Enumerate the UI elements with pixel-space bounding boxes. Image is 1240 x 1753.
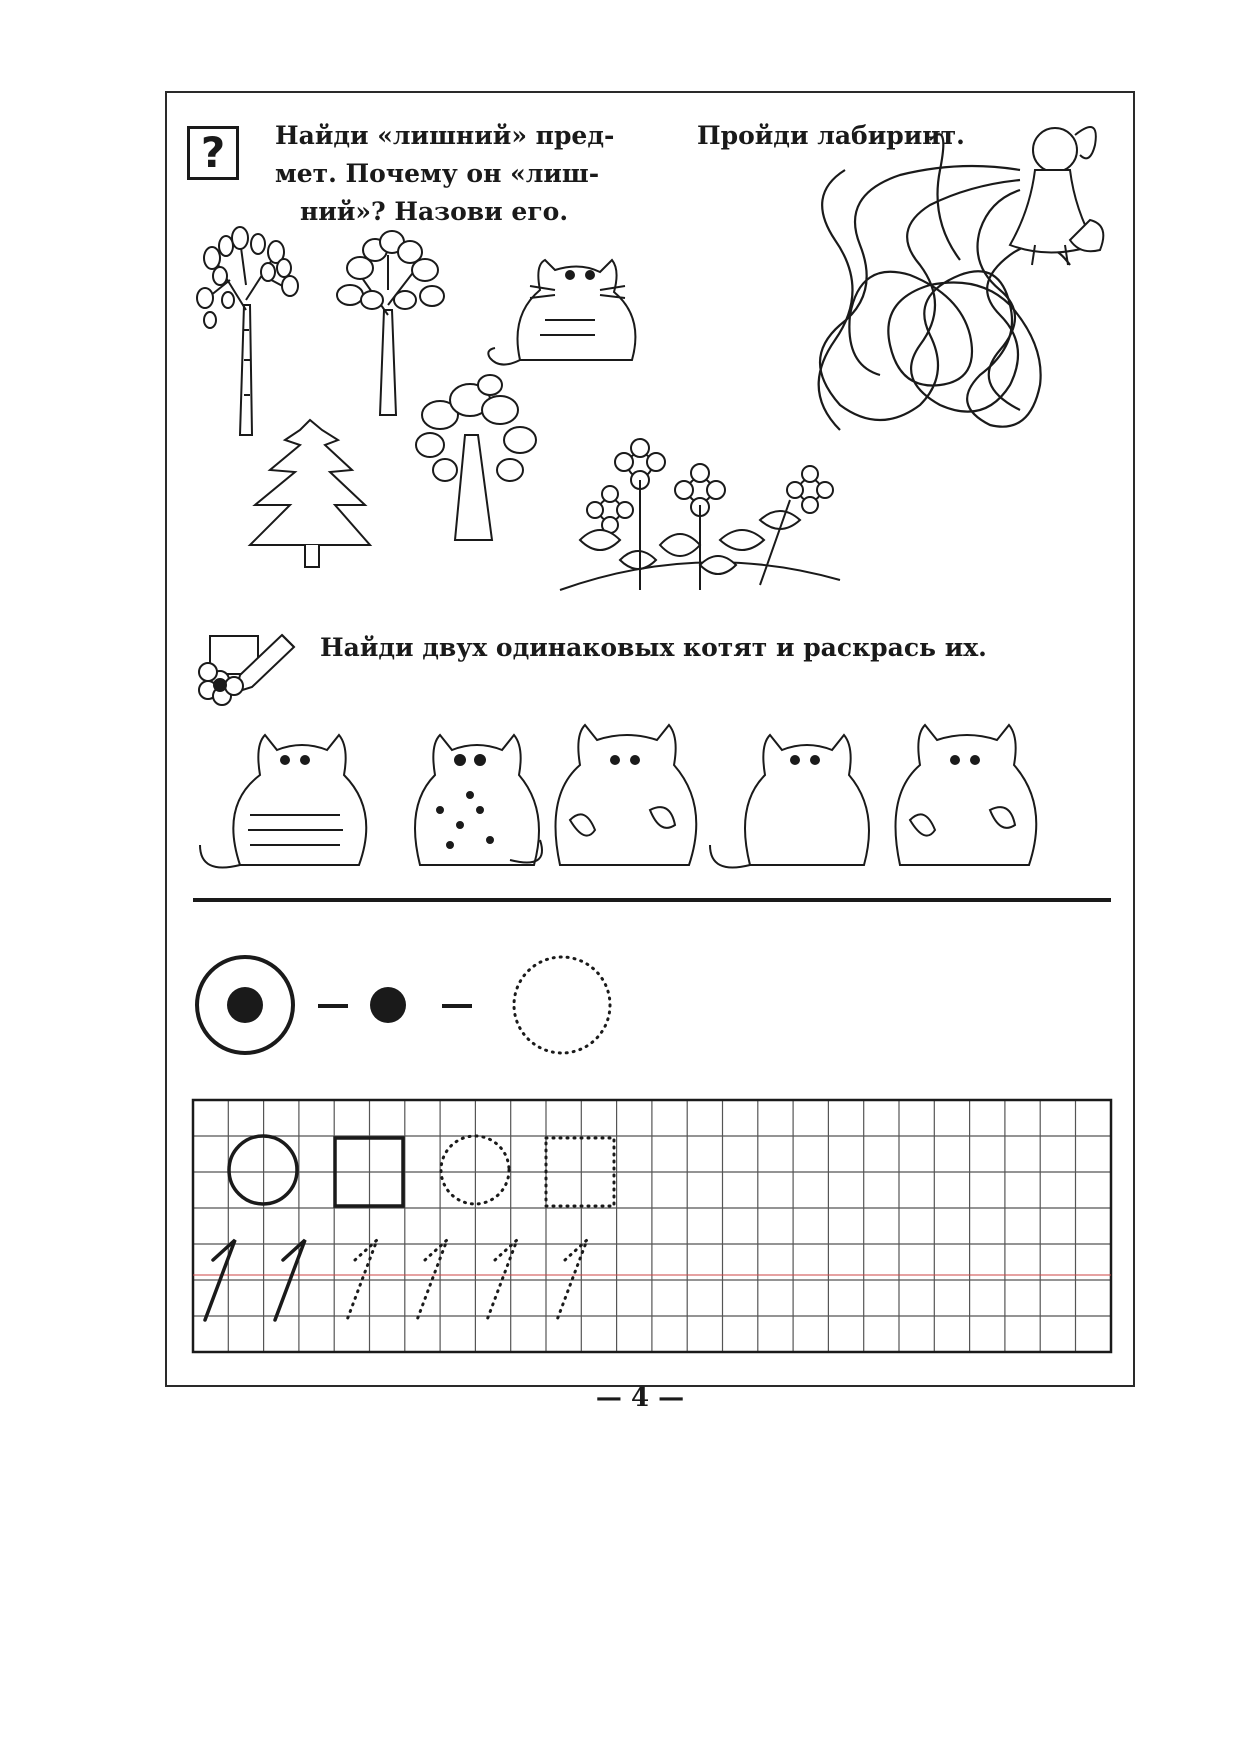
dotted-circle-icon	[514, 957, 610, 1053]
odd-one-out-line-2: мет. Почему он «лиш-	[275, 159, 600, 188]
spruce-tree-icon	[250, 420, 370, 567]
page-number: — 4 —	[595, 1383, 685, 1413]
maze-instruction: Пройди лабиринт.	[697, 121, 965, 150]
kittens-row	[190, 700, 1120, 900]
dash-1	[318, 1004, 348, 1008]
oak-tree-icon	[416, 375, 536, 540]
kitten-plain-icon	[710, 735, 869, 868]
writing-grid[interactable]	[193, 1100, 1111, 1352]
deciduous-tree-icon	[337, 231, 444, 415]
kitten-spotted-icon	[415, 735, 542, 865]
dash-2	[442, 1004, 472, 1008]
odd-one-out-line-1: Найди «лишний» пред-	[275, 121, 615, 150]
kitten-striped-icon	[200, 735, 366, 868]
cat-icon	[488, 260, 635, 365]
circles-sequence	[190, 945, 640, 1065]
kitten-patched-icon-2	[896, 725, 1037, 865]
kittens-instruction: Найди двух одинаковых котят и раскрась их.	[320, 633, 987, 662]
section-divider	[193, 898, 1111, 902]
filled-dot-icon	[370, 987, 406, 1023]
pencil-flower-icon	[190, 630, 300, 710]
odd-one-out-line-3: ний»? Назови его.	[300, 197, 569, 226]
birch-tree-icon	[197, 227, 298, 435]
maze-illustration	[780, 120, 1140, 480]
girl-icon	[1010, 127, 1103, 265]
kitten-patched-icon	[556, 725, 697, 865]
question-box-icon: ?	[187, 126, 239, 180]
